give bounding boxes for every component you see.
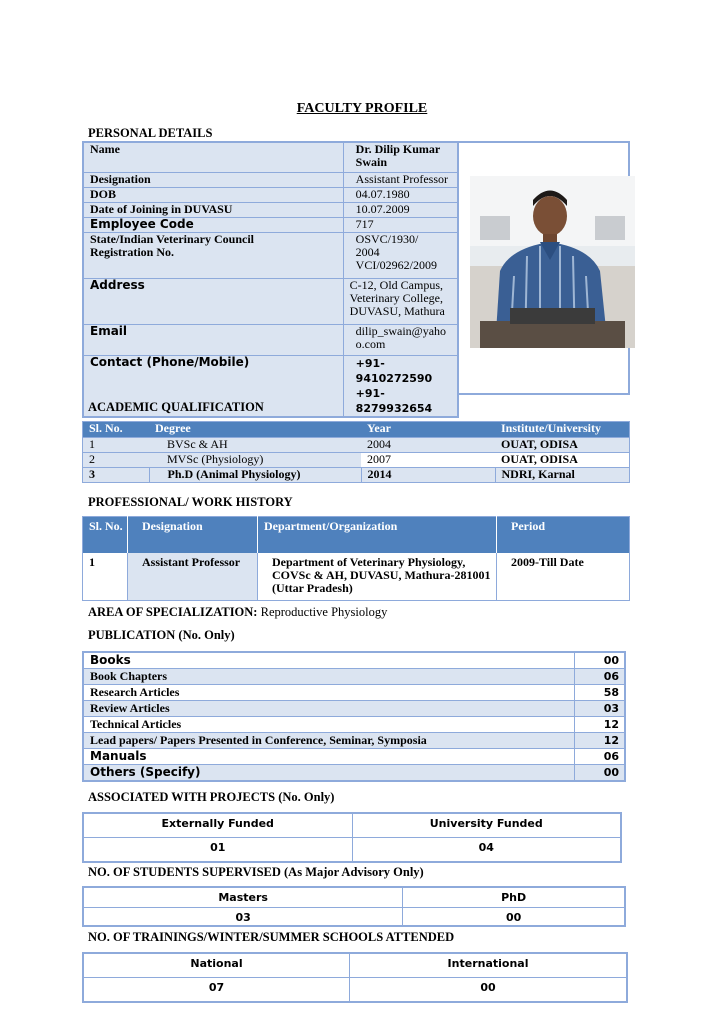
field-label: Name (83, 142, 343, 172)
field-label: Employee Code (83, 217, 343, 232)
cell: NDRI, Karnal (495, 468, 630, 483)
cell: 2 (83, 453, 150, 468)
column-header: National (83, 953, 350, 978)
pub-label: Lead papers/ Papers Presented in Conference, Seminar, Symposia (83, 733, 575, 749)
cell: 2007 (361, 453, 495, 468)
publication-table (82, 651, 626, 782)
pub-label: Book Chapters (83, 669, 575, 685)
table-row (83, 187, 458, 202)
column-header: University Funded (352, 813, 621, 838)
pub-label: Technical Articles (83, 717, 575, 733)
photo-frame (459, 141, 630, 395)
field-value: Dr. Dilip Kumar Swain (343, 142, 458, 172)
table-row (83, 553, 630, 601)
field-value: 04.07.1980 (343, 187, 458, 202)
cell: 2009-Till Date (497, 553, 630, 601)
pub-count: 12 (575, 733, 626, 749)
field-label: Address (83, 278, 343, 324)
field-label: Contact (Phone/Mobile) (83, 355, 343, 417)
pub-label: Review Articles (83, 701, 575, 717)
column-header: Masters (83, 887, 403, 908)
section-heading-personal: PERSONAL DETAILS (88, 126, 213, 140)
work-history-table (82, 516, 630, 601)
table-header-row (83, 953, 627, 978)
projects-table (82, 812, 622, 863)
section-heading-projects: ASSOCIATED WITH PROJECTS (No. Only) (88, 790, 335, 804)
table-header-row (83, 813, 621, 838)
table-row (83, 733, 625, 749)
column-header: Department/Organization (258, 517, 497, 554)
cell: 1 (83, 438, 150, 453)
table-row (83, 453, 630, 468)
column-header: Degree (149, 422, 361, 438)
field-label: Designation (83, 172, 343, 187)
column-header: Externally Funded (83, 813, 352, 838)
cell: 00 (403, 908, 625, 927)
pub-count: 00 (575, 652, 626, 669)
section-heading-trainings: NO. OF TRAININGS/WINTER/SUMMER SCHOOLS ATTENDED (88, 930, 455, 944)
cell: Assistant Professor (128, 553, 258, 601)
pub-label: Research Articles (83, 685, 575, 701)
column-header: Designation (128, 517, 258, 554)
pub-count: 00 (575, 765, 626, 782)
pub-count: 06 (575, 669, 626, 685)
section-heading-students: NO. OF STUDENTS SUPERVISED (As Major Advisory Only) (88, 865, 424, 879)
field-label: Date of Joining in DUVASU (83, 202, 343, 217)
cell: OUAT, ODISA (495, 438, 630, 453)
table-row (83, 652, 625, 669)
specialization-value: Reproductive Physiology (257, 605, 388, 619)
field-label: State/Indian Veterinary Council Registration No. (83, 232, 343, 278)
table-row (83, 172, 458, 187)
pub-count: 12 (575, 717, 626, 733)
cell: 01 (83, 838, 352, 863)
field-value: dilip_swain@yahoo.com (343, 324, 458, 355)
cell: 3 (83, 468, 150, 483)
column-header: PhD (403, 887, 625, 908)
table-row (83, 278, 458, 324)
field-value: Assistant Professor (343, 172, 458, 187)
pub-label: Others (Specify) (83, 765, 575, 782)
field-value: C-12, Old Campus, Veterinary College, DUVASU, Mathura (343, 278, 458, 324)
table-row (83, 217, 458, 232)
field-value: 717 (343, 217, 458, 232)
field-value (343, 355, 458, 417)
pub-count: 06 (575, 749, 626, 765)
field-label: Email (83, 324, 343, 355)
personal-details-table (82, 141, 459, 418)
table-row (83, 978, 627, 1003)
cell: 2014 (361, 468, 495, 483)
table-row (83, 685, 625, 701)
table-row (83, 701, 625, 717)
field-value: 10.07.2009 (343, 202, 458, 217)
table-row (83, 142, 458, 172)
profile-photo (470, 176, 635, 348)
pub-count: 03 (575, 701, 626, 717)
table-row (83, 838, 621, 863)
table-header-row (83, 422, 630, 438)
cell: 07 (83, 978, 350, 1003)
table-row (83, 468, 630, 483)
section-heading-academic: ACADEMIC QUALIFICATION (88, 400, 264, 414)
field-value: OSVC/1930/ 2004 VCI/02962/2009 (343, 232, 458, 278)
cell: OUAT, ODISA (495, 453, 630, 468)
page-title: FACULTY PROFILE (296, 101, 428, 116)
pub-label: Manuals (83, 749, 575, 765)
column-header: Institute/University (495, 422, 630, 438)
specialization-line (88, 605, 387, 620)
phone-1: +91-9410272590 (355, 356, 433, 385)
section-heading-work: PROFESSIONAL/ WORK HISTORY (88, 495, 293, 509)
cell: BVSc & AH (149, 438, 361, 453)
table-row (83, 669, 625, 685)
cell: Department of Veterinary Physiology, COVSc & AH, DUVASU, Mathura-281001 (Uttar Pradesh) (258, 553, 497, 601)
cell: 03 (83, 908, 403, 927)
field-label: DOB (83, 187, 343, 202)
table-row (83, 438, 630, 453)
section-heading-publication: PUBLICATION (No. Only) (88, 628, 235, 642)
table-row (83, 202, 458, 217)
column-header: Year (361, 422, 495, 438)
cell: 2004 (361, 438, 495, 453)
trainings-table (82, 952, 628, 1003)
students-table (82, 886, 626, 927)
cell: Ph.D (Animal Physiology) (149, 468, 361, 483)
table-header-row (83, 517, 630, 554)
phone-2: +91-8279932654 (355, 386, 433, 415)
column-header: International (350, 953, 627, 978)
column-header: Sl. No. (83, 517, 128, 554)
table-row (83, 908, 625, 927)
academic-table (82, 421, 630, 483)
table-row (83, 749, 625, 765)
table-row (83, 765, 625, 782)
pub-label: Books (83, 652, 575, 669)
table-row (83, 232, 458, 278)
pub-count: 58 (575, 685, 626, 701)
cell: 00 (350, 978, 627, 1003)
column-header: Sl. No. (83, 422, 150, 438)
cell: MVSc (Physiology) (149, 453, 361, 468)
column-header: Period (497, 517, 630, 554)
specialization-label: AREA OF SPECIALIZATION: (88, 605, 258, 619)
cell: 1 (89, 555, 95, 569)
cell: 04 (352, 838, 621, 863)
table-row (83, 717, 625, 733)
table-row (83, 324, 458, 355)
table-header-row (83, 887, 625, 908)
